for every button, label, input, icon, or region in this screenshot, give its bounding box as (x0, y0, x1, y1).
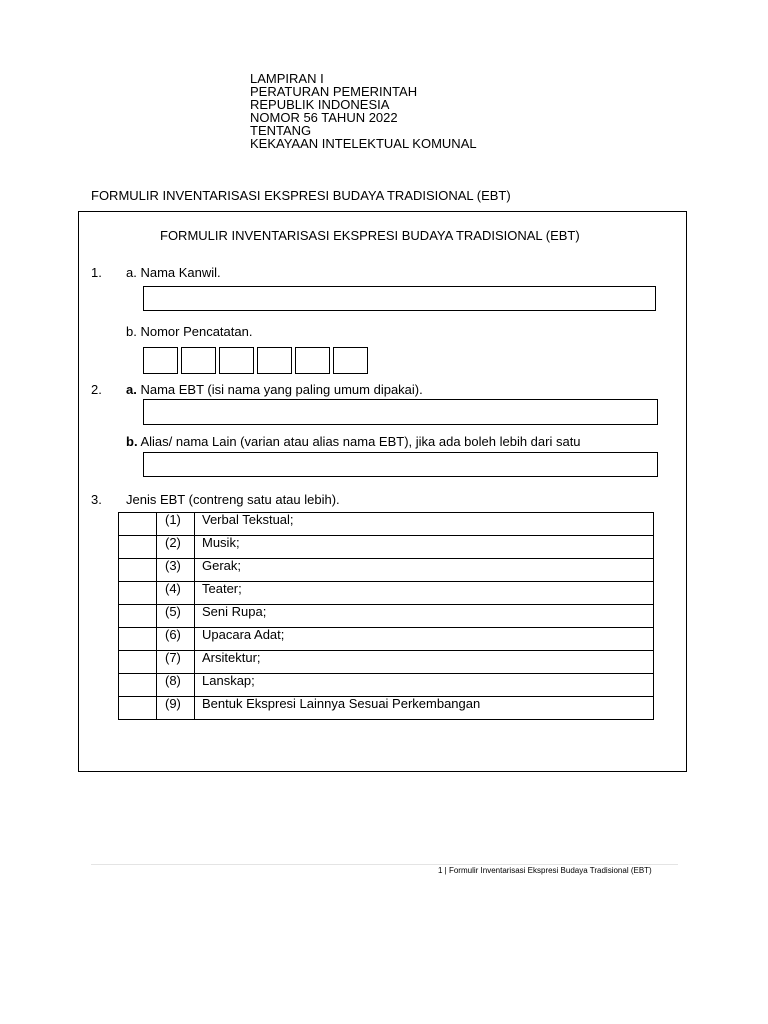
footer-divider (91, 864, 678, 865)
header-line: KEKAYAAN INTELEKTUAL KOMUNAL (250, 136, 477, 151)
alias-field[interactable] (143, 452, 658, 477)
checkbox-cell-1[interactable] (119, 513, 157, 536)
header-line: NOMOR 56 TAHUN 2022 (250, 110, 398, 125)
jenis-ebt-table (118, 512, 654, 720)
alias-prefix: b. (126, 434, 138, 449)
header-line: REPUBLIK INDONESIA (250, 97, 390, 112)
table-row (119, 628, 654, 651)
form-title: FORMULIR INVENTARISASI EKSPRESI BUDAYA TRADISIONAL (EBT) (160, 228, 580, 243)
option-number: (1) (157, 513, 195, 536)
table-row (119, 697, 654, 720)
table-row (119, 674, 654, 697)
checkbox-cell-4[interactable] (119, 582, 157, 605)
table-row (119, 559, 654, 582)
option-label: Musik; (195, 536, 654, 559)
option-label: Upacara Adat; (195, 628, 654, 651)
q2-number: 2. (91, 382, 102, 397)
option-number: (3) (157, 559, 195, 582)
checkbox-cell-7[interactable] (119, 651, 157, 674)
attachment-header (250, 72, 477, 150)
table-row (119, 582, 654, 605)
alias-text: Alias/ nama Lain (varian atau alias nama EBT), jika ada boleh lebih dari satu (137, 434, 581, 449)
option-number: (4) (157, 582, 195, 605)
alias-label (126, 434, 581, 449)
jenis-ebt-label: Jenis EBT (contreng satu atau lebih). (126, 492, 340, 507)
nomor-pencatatan-label: b. Nomor Pencatatan. (126, 324, 253, 339)
header-line: PERATURAN PEMERINTAH (250, 84, 418, 99)
nomor-pencatatan-digit-1[interactable] (143, 347, 178, 374)
option-label: Teater; (195, 582, 654, 605)
nama-ebt-label (126, 382, 423, 397)
option-number: (2) (157, 536, 195, 559)
nomor-pencatatan-digit-2[interactable] (181, 347, 216, 374)
checkbox-cell-5[interactable] (119, 605, 157, 628)
table-row (119, 651, 654, 674)
option-label: Arsitektur; (195, 651, 654, 674)
nomor-pencatatan-digit-6[interactable] (333, 347, 368, 374)
option-number: (8) (157, 674, 195, 697)
nama-kanwil-field[interactable] (143, 286, 656, 311)
table-row (119, 536, 654, 559)
checkbox-cell-6[interactable] (119, 628, 157, 651)
nama-ebt-text: Nama EBT (isi nama yang paling umum dipakai). (136, 382, 423, 397)
nama-ebt-field[interactable] (143, 399, 658, 425)
header-line: TENTANG (250, 123, 312, 138)
nama-kanwil-label: a. Nama Kanwil. (126, 265, 221, 280)
document-title: FORMULIR INVENTARISASI EKSPRESI BUDAYA TRADISIONAL (EBT) (91, 188, 511, 203)
checkbox-cell-9[interactable] (119, 697, 157, 720)
checkbox-cell-8[interactable] (119, 674, 157, 697)
header-line: LAMPIRAN I (250, 71, 324, 86)
table-row (119, 605, 654, 628)
q3-number: 3. (91, 492, 102, 507)
nomor-pencatatan-digit-3[interactable] (219, 347, 254, 374)
checkbox-cell-3[interactable] (119, 559, 157, 582)
option-number: (7) (157, 651, 195, 674)
table-row (119, 513, 654, 536)
option-number: (6) (157, 628, 195, 651)
q1-number: 1. (91, 265, 102, 280)
nama-ebt-prefix: a. (126, 382, 137, 397)
option-label: Verbal Tekstual; (195, 513, 654, 536)
option-label: Seni Rupa; (195, 605, 654, 628)
option-number: (9) (157, 697, 195, 720)
nomor-pencatatan-digit-5[interactable] (295, 347, 330, 374)
checkbox-cell-2[interactable] (119, 536, 157, 559)
option-label: Gerak; (195, 559, 654, 582)
option-label: Lanskap; (195, 674, 654, 697)
option-number: (5) (157, 605, 195, 628)
nomor-pencatatan-digit-4[interactable] (257, 347, 292, 374)
option-label: Bentuk Ekspresi Lainnya Sesuai Perkembangan (195, 697, 654, 720)
page-footer: 1 | Formulir Inventarisasi Ekspresi Budaya Tradisional (EBT) (438, 866, 652, 875)
